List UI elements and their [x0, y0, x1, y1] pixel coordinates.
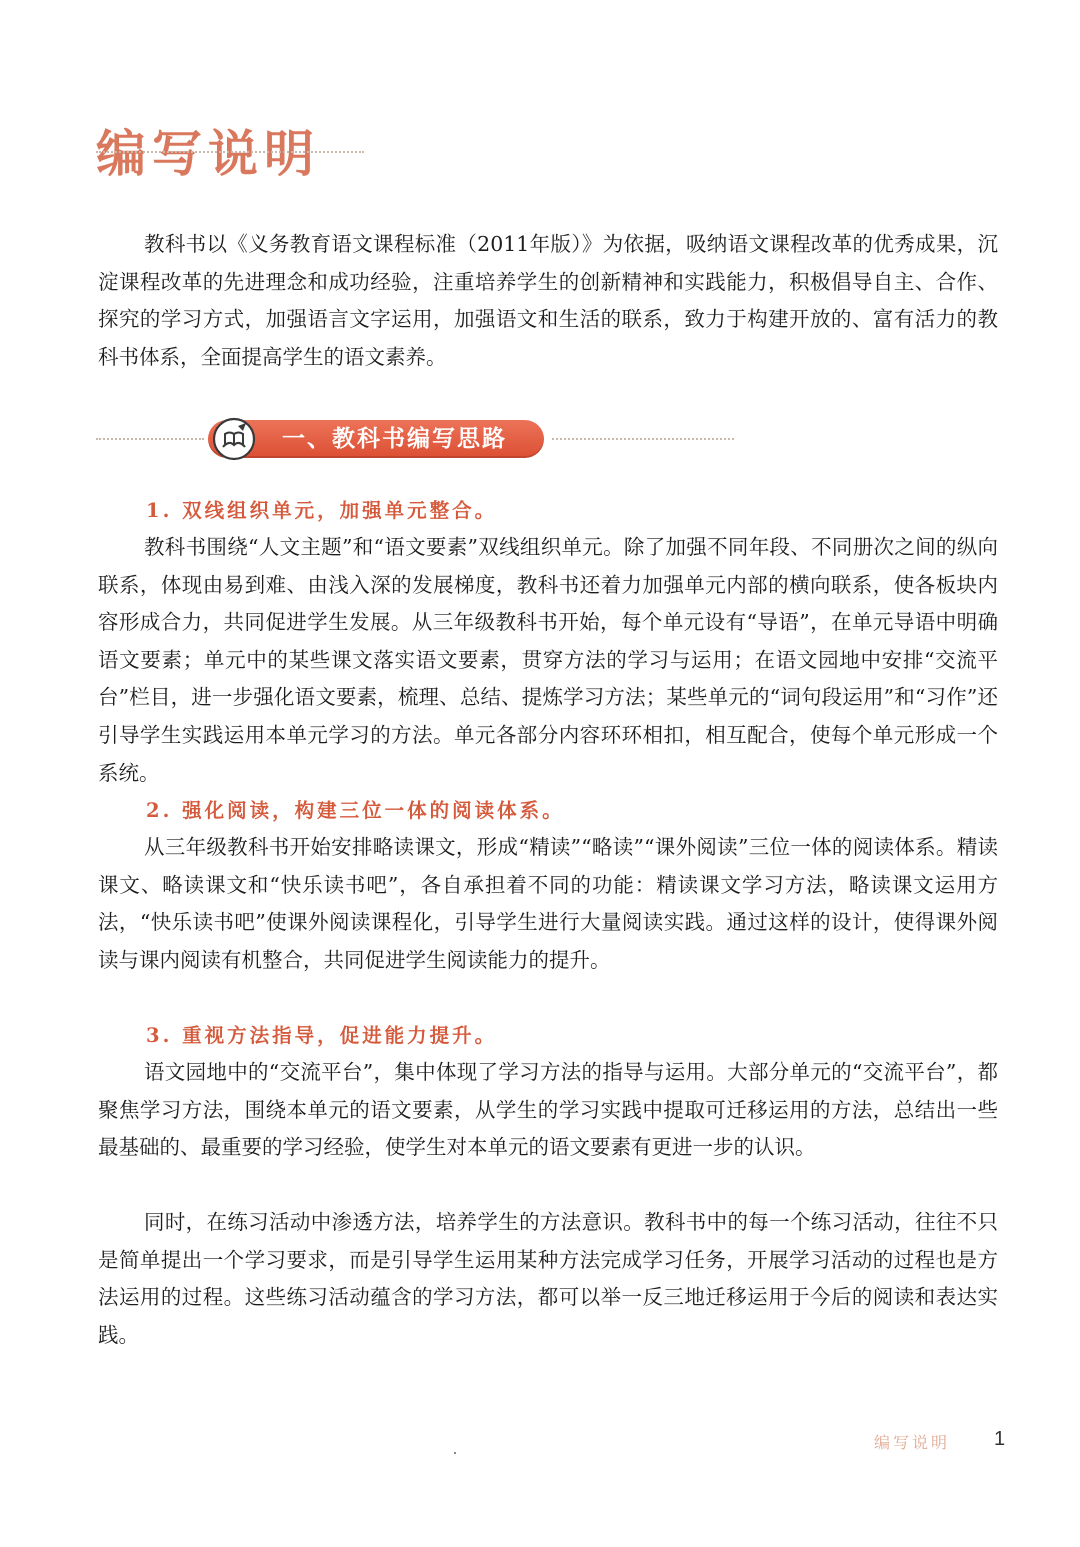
- book-pen-icon: [212, 417, 256, 461]
- scan-speck: [454, 1452, 456, 1454]
- section-title: 一、教科书编写思路: [282, 425, 507, 452]
- paragraph-3b: 同时，在练习活动中渗透方法，培养学生的方法意识。教科书中的每一个练习活动，往往不只是简单提出一个学习要求，而是引导学生运用某种方法完成学习任务，开展学习活动的过程也是方法运用的过程。这些练习活动蕴含的学习方法，都可以举一反三地迁移运用于今后的阅读和表达实践。: [98, 1210, 998, 1347]
- paragraph-3a: 语文园地中的“交流平台”，集中体现了学习方法的指导与运用。大部分单元的“交流平台”，都聚焦学习方法，围绕本单元的语文要素，从学生的学习实践中提取可迁移运用的方法，总结出一些最基础的、最重要的学习经验，使学生对本单元的语文要素有更进一步的认识。: [98, 1060, 998, 1160]
- paragraph-2: 从三年级教科书开始安排略读课文，形成“精读”“略读”“课外阅读”三位一体的阅读体系。精读课文、略读课文和“快乐读书吧”，各自承担着不同的功能：精读课文学习方法，略读课文运用方法，“快乐读书吧”使课外阅读课程化，引导学生进行大量阅读实践。通过这样的设计，使得课外阅读与课内阅读有机整合，共同促进学生阅读能力的提升。: [98, 835, 998, 972]
- banner-pill: [208, 420, 544, 458]
- footer-label: 编写说明: [874, 1433, 951, 1452]
- page-title: 编写说明: [96, 123, 320, 183]
- paragraph-1: 教科书围绕“人文主题”和“语文要素”双线组织单元。除了加强不同年段、不同册次之间的纵向联系，体现由易到难、由浅入深的发展梯度，教科书还着力加强单元内部的横向联系，使各板块内容形成合力，共同促进学生发展。从三年级教科书开始，每个单元设有“导语”，在单元导语中明确语文要素；单元中的某些课文落实语文要素，贯穿方法的学习与运用；在语文园地中安排“交流平台”栏目，进一步强化语文要素，梳理、总结、提炼学习方法；某些单元的“词句段运用”和“习作”还引导学生实践运用本单元学习的方法。单元各部分内容环环相扣，相互配合，使每个单元形成一个系统。: [98, 535, 998, 785]
- banner-right-divider: [552, 438, 734, 440]
- subheading-2: 2. 强化阅读，构建三位一体的阅读体系。: [146, 799, 565, 822]
- page-number: 1: [994, 1428, 1006, 1450]
- subheading-3: 3. 重视方法指导，促进能力提升。: [146, 1024, 498, 1047]
- title-divider: [96, 151, 364, 153]
- banner-left-divider: [96, 438, 204, 440]
- subheading-1: 1. 双线组织单元，加强单元整合。: [146, 499, 498, 522]
- intro-paragraph: 教科书以《义务教育语文课程标准（2011年版）》为依据，吸纳语文课程改革的优秀成果，沉淀课程改革的先进理念和成功经验，注重培养学生的创新精神和实践能力，积极倡导自主、合作、探究的学习方式，加强语言文字运用，加强语文和生活的联系，致力于构建开放的、富有活力的教科书体系，全面提高学生的语文素养。: [98, 232, 998, 369]
- section-banner: [96, 420, 736, 460]
